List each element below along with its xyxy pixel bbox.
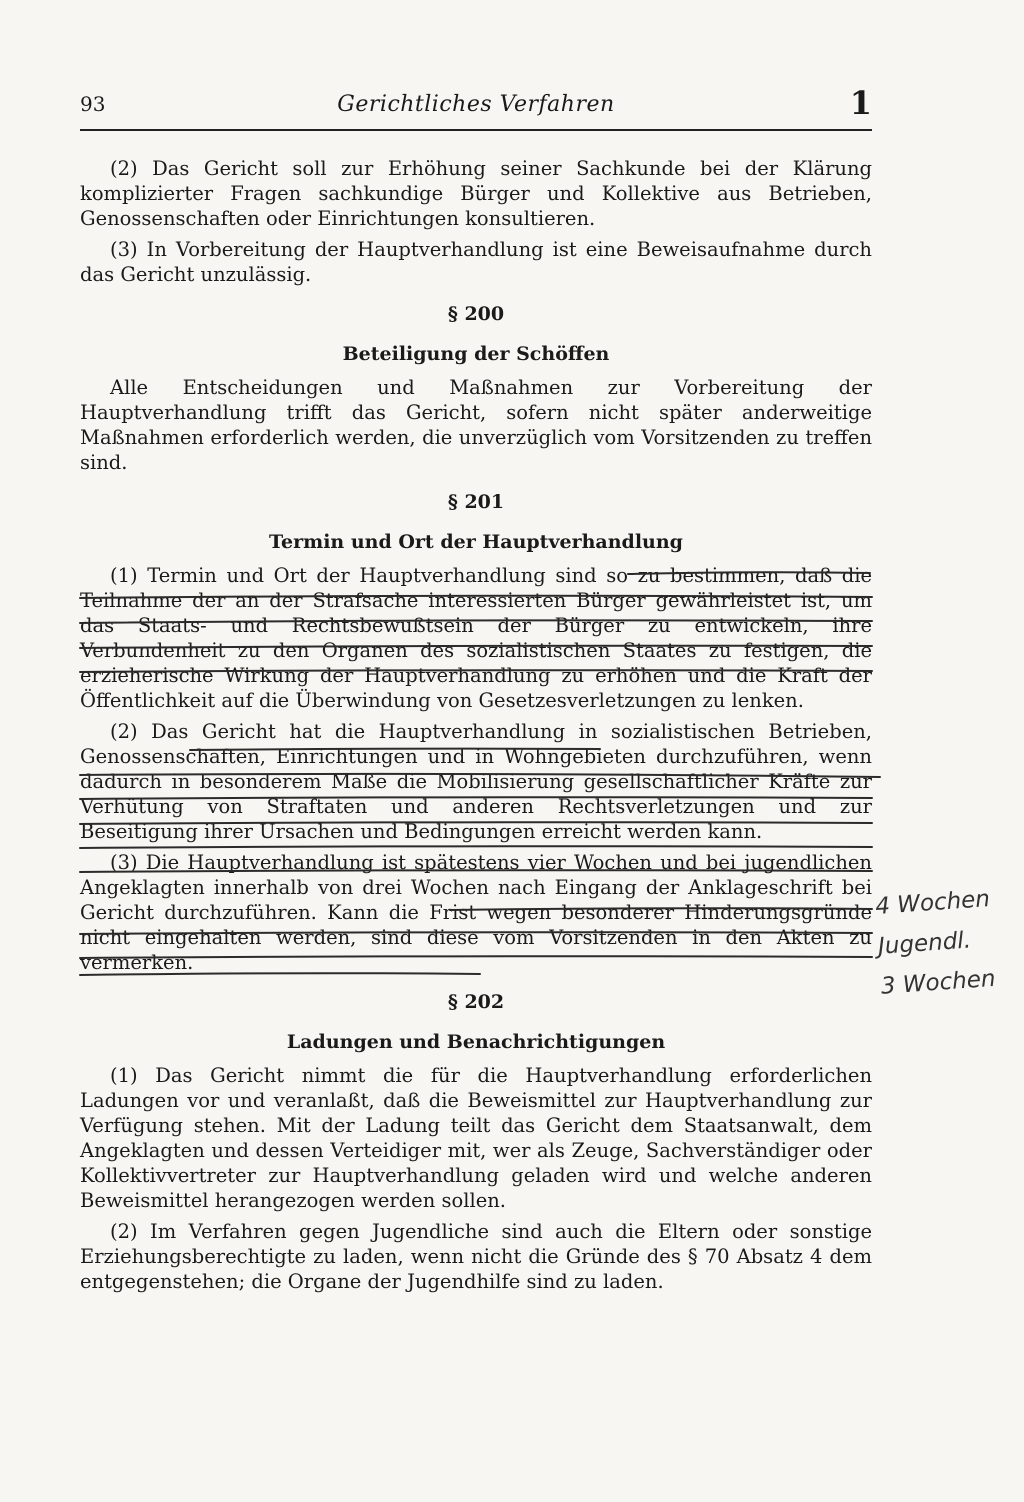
margin-note-line-1: 4 Wochen — [874, 886, 991, 920]
section-202-paragraph-1: (1) Das Gericht nimmt die für die Hauptverhandlung erforderlichen Ladungen vor und veranlaßt, daß die Beweismittel zur Hauptverhandlung zur Verfügung stehen. Mit der Ladung teilt das Gericht dem Staatsanwalt, dem Angeklagten und dessen Verteidiger mit, wer als Zeuge, Sachverständiger oder Kollektivvertreter zur Hauptverhandlung geladen wird und welche anderen Beweismittel herangezogen werden sollen. — [80, 1064, 872, 1212]
page-number: 93 — [80, 92, 106, 116]
section-200-number: § 200 — [447, 303, 505, 325]
section-200-text: Alle Entscheidungen und Maßnahmen zur Vorbereitung der Hauptverhandlung trifft das Gericht, sofern nicht später anderweitige Maßnahmen erforderlich werden, die unverzüglich vom Vorsitzenden zu treffen sind. — [80, 376, 872, 474]
section-202-number: § 202 — [447, 991, 505, 1013]
section-201-title: Termin und Ort der Hauptverhandlung — [269, 531, 683, 553]
page-header — [80, 84, 872, 128]
page-body — [80, 156, 872, 1300]
section-200-title: Beteiligung der Schöffen — [342, 343, 610, 365]
section-201-number: § 201 — [447, 491, 505, 513]
margin-note-line-3: 3 Wochen — [880, 965, 997, 1000]
section-202-title: Ladungen und Benachrichtigungen — [286, 1031, 666, 1053]
paragraph-199-2: (2) Das Gericht soll zur Erhöhung seiner Sachkunde bei der Klärung komplizierter Fragen sachkundige Bürger und Kollektive aus Betrieben, Genossenschaften oder Einrichtungen konsultieren. — [80, 157, 872, 230]
section-201-paragraph-1: (1) Termin und Ort der Hauptverhandlung sind so zu bestimmen, daß die Teilnahme der an der Strafsache interessierten Bürger gewährleistet ist, um das Staats- und Rechtsbewußtsein der Bürger zu entwickeln, ihre Verbundenheit zu den Organen des sozialistischen Staates zu festigen, die erzieherische Wirkung der Hauptverhandlung zu erhöhen und die Kraft der Öffentlichkeit auf die Überwindung von Gesetzesverletzungen zu lenken. — [80, 564, 872, 712]
running-title: Gerichtliches Verfahren — [337, 92, 615, 117]
chapter-number: 1 — [849, 84, 872, 122]
paragraph-199-3: (3) In Vorbereitung der Hauptverhandlung ist eine Beweisaufnahme durch das Gericht unzulässig. — [80, 238, 872, 286]
header-rule — [80, 129, 872, 131]
handwritten-margin-note — [874, 877, 1022, 1006]
section-202-paragraph-2: (2) Im Verfahren gegen Jugendliche sind auch die Eltern oder sonstige Erziehungsberechtigte zu laden, wenn nicht die Gründe des § 70 Absatz 4 dem entgegenstehen; die Organe der Jugendhilfe sind zu laden. — [80, 1220, 872, 1293]
section-201-paragraph-3: (3) Die Hauptverhandlung ist spätestens vier Wochen und bei jugendlichen Angeklagten innerhalb von drei Wochen nach Eingang der Anklageschrift bei Gericht durchzuführen. Kann die Frist wegen besonderer Hinderungsgründe nicht eingehalten werden, sind diese vom Vorsitzenden in den Akten zu vermerken. — [80, 851, 872, 974]
section-201-paragraph-2: (2) Das Gericht hat die Hauptverhandlung in sozialistischen Betrieben, Genossenschaften, Einrichtungen und in Wohngebieten durchzuführen, wenn dadurch in besonderem Maße die Mobilisierung gesellschaftlicher Kräfte zur Verhütung von Straftaten und anderen Rechtsverletzungen und zur Beseitigung ihrer Ursachen und Bedingungen erreicht werden kann. — [80, 720, 872, 843]
margin-note-line-2: Jugendl. — [877, 927, 972, 960]
